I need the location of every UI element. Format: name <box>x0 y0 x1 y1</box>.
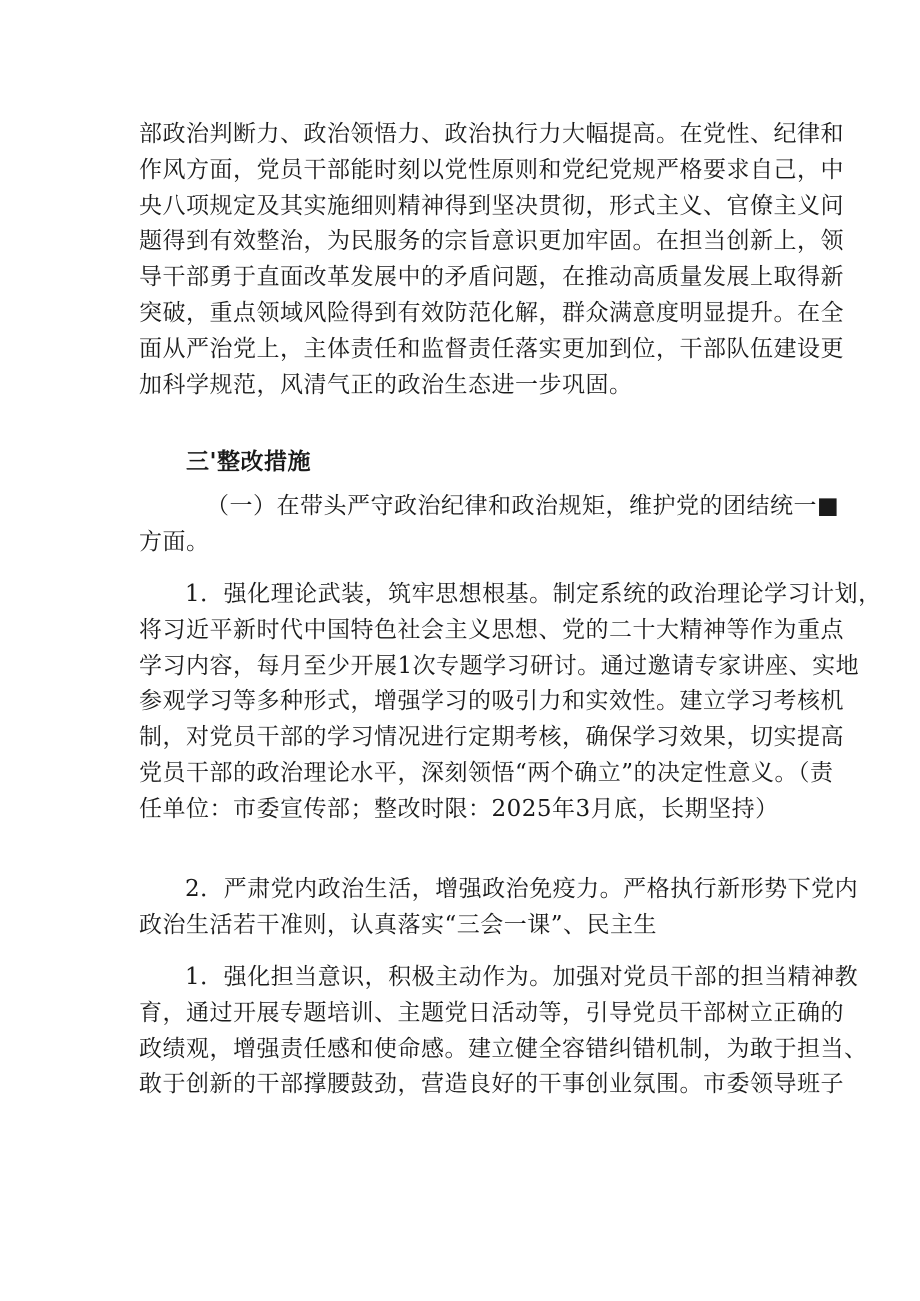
text-line: 制，对党员干部的学习情况进行定期考核，确保学习效果，切实提高 <box>139 724 844 751</box>
paragraph-goals <box>139 117 844 403</box>
text-line: 作风方面，党员干部能时刻以党性原则和党纪党规严格要求自己，中 <box>139 156 844 183</box>
text-line: 学习内容，每月至少开展1次专题学习研讨。通过邀请专家讲座、实地 <box>139 652 860 679</box>
text-line: 1．强化理论武装，筑牢思想根基。制定系统的政治理论学习计划， <box>185 581 882 607</box>
text-line: 任单位：市委宣传部；整改时限：2025年3月底，长期坚持） <box>139 795 779 822</box>
text-line: 方面。 <box>139 528 210 555</box>
text-line: 参观学习等多种形式，增强学习的吸引力和实效性。建立学习考核机 <box>139 688 844 715</box>
text-line: 政绩观，增强责任感和使命感。建立健全容错纠错机制，为敢于担当、 <box>139 1035 868 1062</box>
text-line: 政治生活若干准则，认真落实“三会一课”、民主生 <box>139 911 658 938</box>
text-line: 导干部勇于直面改革发展中的矛盾问题，在推动高质量发展上取得新 <box>139 264 844 291</box>
paragraph-item-2 <box>139 872 859 944</box>
text-line: 1．强化担当意识，积极主动作为。加强对党员干部的担当精神教 <box>185 964 859 990</box>
text-line: （一）在带头严守政治纪律和政治规矩，维护党的团结统一■ <box>206 493 840 519</box>
text-line: 加科学规范，风清气正的政治生态进一步巩固。 <box>139 371 633 398</box>
paragraph-item-1b <box>139 960 868 1103</box>
heading-text: 三'整改措施 <box>186 449 312 475</box>
text-line: 突破，重点领域风险得到有效防范化解，群众满意度明显提升。在全 <box>139 299 844 326</box>
text-line: 育，通过开展专题培训、主题党日活动等，引导党员干部树立正确的 <box>139 999 844 1026</box>
text-line: 题得到有效整治，为民服务的宗旨意识更加牢固。在担当创新上，领 <box>139 228 844 255</box>
paragraph-subsection-1 <box>139 489 840 561</box>
text-line: 敢于创新的干部撑腰鼓劲，营造良好的干事创业氛围。市委领导班子 <box>139 1071 844 1098</box>
text-line: 将习近平新时代中国特色社会主义思想、党的二十大精神等作为重点 <box>139 616 844 643</box>
text-line: 2．严肃党内政治生活，增强政治免疫力。严格执行新形势下党内 <box>185 876 859 902</box>
text-line: 面从严治党上，主体责任和监督责任落实更加到位，干部队伍建设更 <box>139 335 844 362</box>
text-line: 部政治判断力、政治领悟力、政治执行力大幅提高。在党性、纪律和 <box>139 121 844 147</box>
paragraph-item-1 <box>139 577 882 828</box>
section-heading <box>186 445 486 481</box>
text-line: 央八项规定及其实施细则精神得到坚决贯彻，形式主义、官僚主义问 <box>139 192 844 219</box>
text-line: 党员干部的政治理论水平，深刻领悟“两个确立”的决定性意义。（责 <box>139 759 834 786</box>
